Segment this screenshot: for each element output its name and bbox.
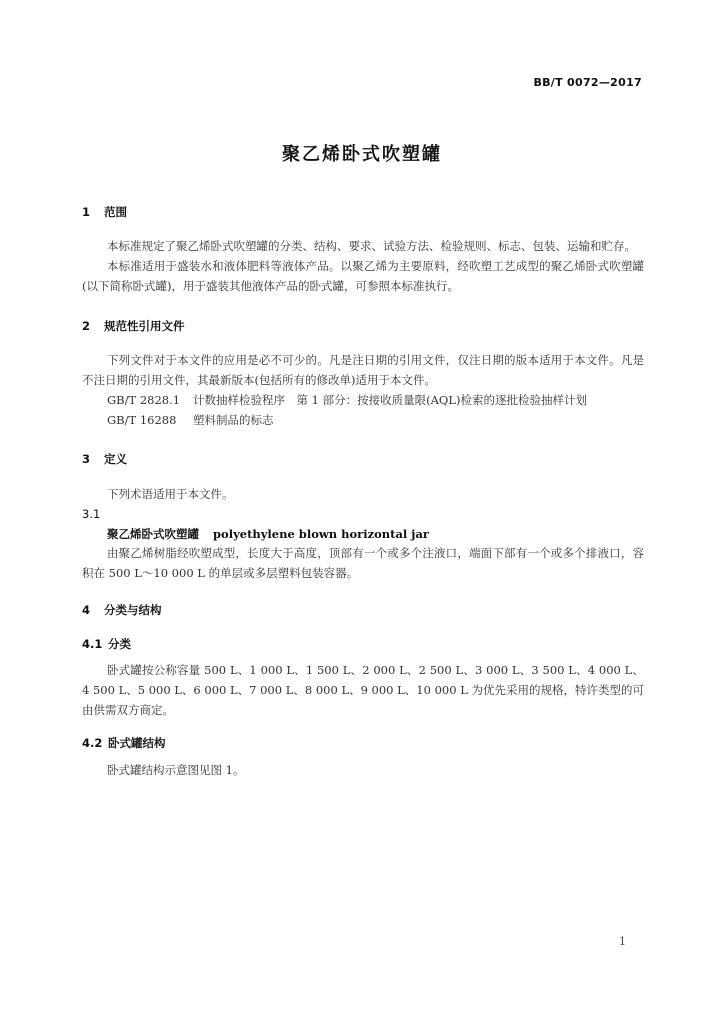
reference-item	[107, 412, 274, 428]
subsection-4-1-paragraph: 卧式罐按公称容量 500 L、1 000 L、1 500 L、2 000 L、2 500 L、3 000 L、3 500 L、4 000 L、4 500 L、5 000 L、6 000 L、7 000 L、8 000 L、9 000 L、10 000 L 为优先采用的规格，特许类型的可由供需双方商定。	[82, 663, 644, 717]
term-definition: 由聚乙烯树脂经吹塑成型，长度大于高度，顶部有一个或多个注液口，端面下部有一个或多个排液口，容积在 500 L～10 000 L 的单层或多层塑料包装容器。	[82, 546, 644, 580]
section-1-heading	[82, 204, 127, 220]
section-3-heading	[82, 451, 127, 467]
section-number: 4	[82, 603, 91, 617]
term-english: polyethylene blown horizontal jar	[213, 527, 429, 541]
section-2-heading	[82, 318, 185, 334]
section-number: 3	[82, 452, 91, 466]
section-2-paragraph: 下列文件对于本文件的应用是必不可少的。凡是注日期的引用文件，仅注日期的版本适用于本文件。凡是不注日期的引用文件，其最新版本(包括所有的修改单)适用于本文件。	[82, 353, 644, 387]
reference-title: 计数抽样检验程序 第 1 部分：按接收质量限(AQL)检索的逐批检验抽样计划	[193, 393, 587, 407]
reference-title: 塑料制品的标志	[193, 413, 274, 427]
subsection-number: 4.2	[82, 736, 103, 750]
reference-item	[107, 392, 587, 408]
subsection-4-1-heading	[82, 636, 131, 652]
document-title: 聚乙烯卧式吹塑罐	[282, 144, 442, 165]
section-4-heading	[82, 602, 162, 618]
standard-code: BB/T 0072—2017	[533, 76, 642, 89]
section-title: 规范性引用文件	[104, 319, 185, 333]
section-1-paragraph-2: 本标准适用于盛装水和液体肥料等液体产品。以聚乙烯为主要原料，经吹塑工艺成型的聚乙烯卧式吹塑罐(以下简称卧式罐)，用于盛装其他液体产品的卧式罐，可参照本标准执行。	[82, 259, 644, 293]
subsection-title: 分类	[108, 637, 131, 651]
section-title: 范围	[104, 205, 127, 219]
section-3-paragraph: 下列术语适用于本文件。	[107, 487, 234, 501]
subsection-number: 4.1	[82, 637, 103, 651]
reference-code: GB/T 16288	[107, 413, 177, 427]
section-1-paragraph-1: 本标准规定了聚乙烯卧式吹塑罐的分类、结构、要求、试验方法、检验规则、标志、包装、运输和贮存。	[107, 239, 636, 253]
term-number: 3.1	[82, 507, 101, 521]
section-number: 1	[82, 205, 91, 219]
section-title: 分类与结构	[104, 603, 162, 617]
page-number: 1	[619, 935, 626, 948]
term-entry	[107, 526, 429, 542]
section-number: 2	[82, 319, 91, 333]
reference-code: GB/T 2828.1	[107, 393, 181, 407]
subsection-4-2-paragraph: 卧式罐结构示意图见图 1。	[107, 763, 245, 777]
subsection-4-2-heading	[82, 735, 166, 751]
term-chinese: 聚乙烯卧式吹塑罐	[107, 527, 199, 541]
section-title: 定义	[104, 452, 127, 466]
subsection-title: 卧式罐结构	[108, 736, 166, 750]
